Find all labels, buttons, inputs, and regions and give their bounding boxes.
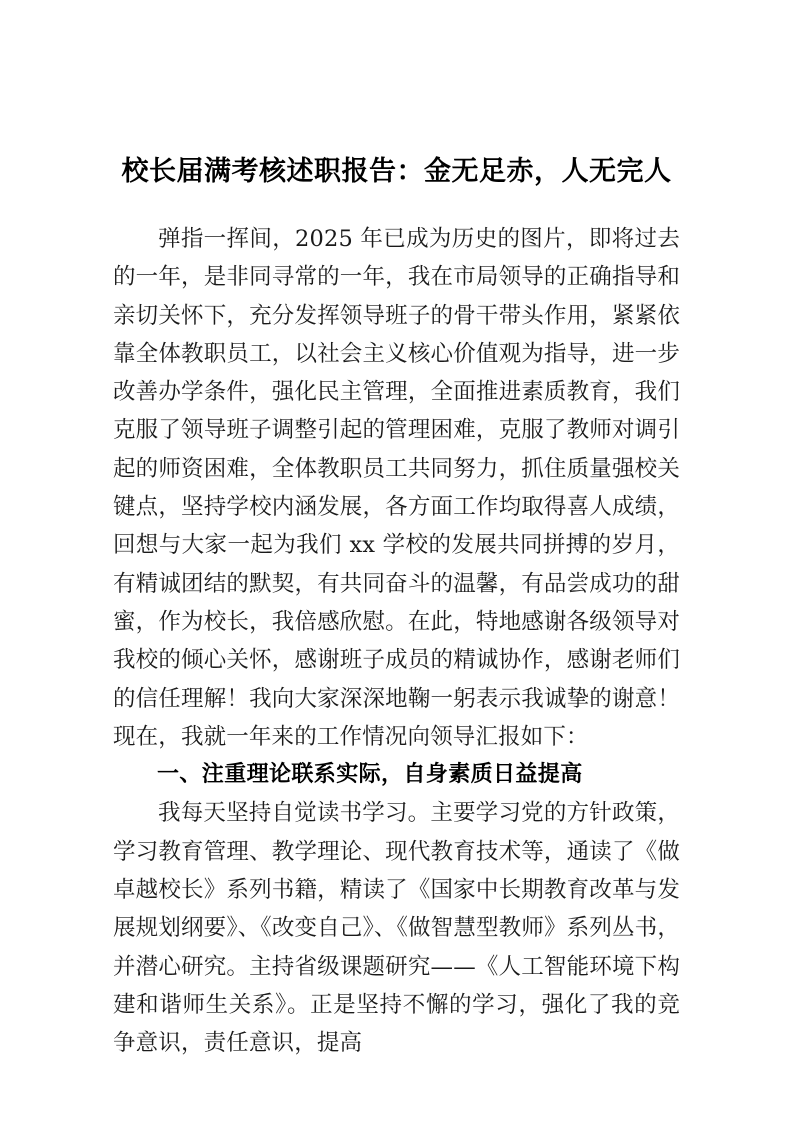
page-title: 校长届满考核述职报告：金无足赤，人无完人 — [121, 156, 672, 187]
document-body — [113, 191, 680, 1063]
paragraph-section-1-body: 我每天坚持自觉读书学习。主要学习党的方针政策，学习教育管理、教学理论、现代教育技术等，通读了《做卓越校长》系列书籍，精读了《国家中长期教育改革与发展规划纲要》、《改变自己》、《做智慧型教师》系列丛书，并潜心研究。主持省级课题研究——《人工智能环境下构建和谐师生关系》。正是坚持不懈的学习，强化了我的竞争意识，责任意识，提高 — [113, 800, 680, 1057]
section-heading-1: 一、注重理论联系实际，自身素质日益提高 — [157, 762, 583, 788]
paragraph-intro: 弹指一挥间，2025 年已成为历史的图片，即将过去的一年，是非同寻常的一年，我在市局领导的正确指导和亲切关怀下，充分发挥领导班子的骨干带头作用，紧紧依靠全体教职员工，以社会主义核心价值观为指导，进一步改善办学条件，强化民主管理，全面推进素质教育，我们克服了领导班子调整引起的管理困难，克服了教师对调引起的师资困难，全体教职员工共同努力，抓住质量强校关键点，坚持学校内涵发展，各方面工作均取得喜人成绩，回想与大家一起为我们 xx 学校的发展共同拼搏的岁月，有精诚团结的默契，有共同奋斗的温馨，有品尝成功的甜蜜，作为校长，我倍感欣慰。在此，特地感谢各级领导对我校的倾心关怀，感谢班子成员的精诚协作，感谢老师们的信任理解！我向大家深深地鞠一躬表示我诚挚的谢意！现在，我就一年来的工作情况向领导汇报如下： — [113, 226, 680, 750]
document-content-column — [113, 0, 680, 1063]
